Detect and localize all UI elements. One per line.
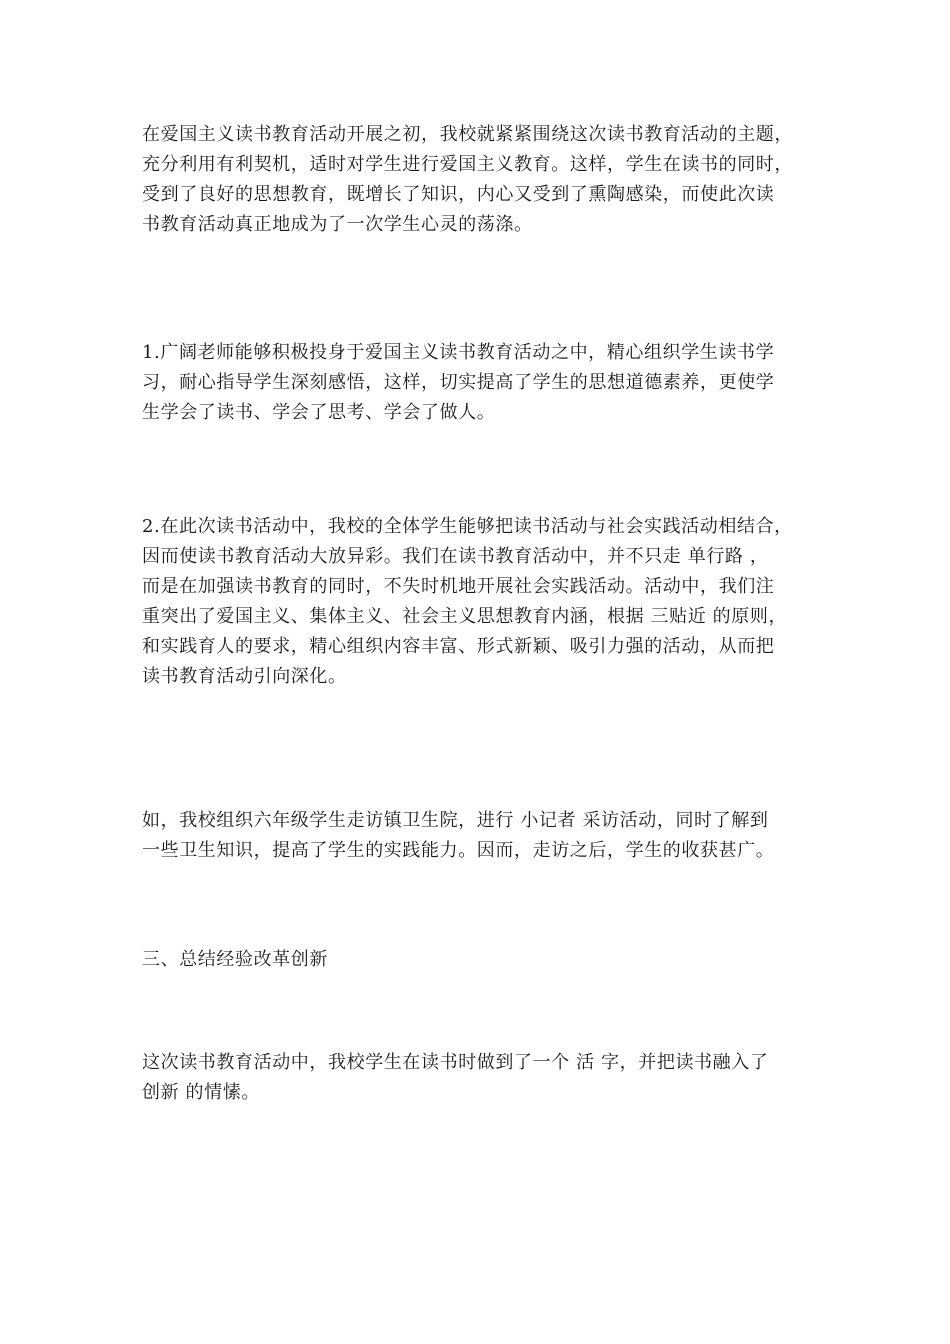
section-heading xyxy=(142,945,822,975)
text-line: 生学会了读书、学会了思考、学会了做人。 xyxy=(142,402,496,423)
paragraph-item-1 xyxy=(142,338,822,428)
text-line: 和实践育人的要求，精心组织内容丰富、形式新颖、吸引力强的活动，从而把 xyxy=(142,636,775,657)
text-line: 1.广阔老师能够积极投身于爱国主义读书教育活动之中，精心组织学生读书学 xyxy=(142,342,775,363)
text-line: 受到了良好的思想教育，既增长了知识，内心又受到了熏陶感染，而使此次读 xyxy=(142,184,775,205)
text-line: 充分利用有利契机，适时对学生进行爱国主义教育。这样，学生在读书的同时， xyxy=(142,154,793,175)
paragraph-item-2 xyxy=(142,512,822,692)
text-line: 2.在此次读书活动中，我校的全体学生能够把读书活动与社会实践活动相结合， xyxy=(142,516,793,537)
text-line: 而是在加强读书教育的同时，不失时机地开展社会实践活动。活动中，我们注 xyxy=(142,576,775,597)
text-line: 书教育活动真正地成为了一次学生心灵的荡涤。 xyxy=(142,214,533,235)
text-line: 习，耐心指导学生深刻感悟，这样，切实提高了学生的思想道德素养，更使学 xyxy=(142,372,775,393)
text-line: 在爱国主义读书教育活动开展之初，我校就紧紧围绕这次读书教育活动的主题， xyxy=(142,124,793,145)
text-line: 因而使读书教育活动大放异彩。我们在读书教育活动中，并不只走 单行路 ， xyxy=(142,546,769,567)
text-line: 如，我校组织六年级学生走访镇卫生院，进行 小记者 采访活动，同时了解到 xyxy=(142,810,769,831)
paragraph-summary xyxy=(142,1048,822,1108)
heading-line: 三、总结经验改革创新 xyxy=(142,949,328,970)
paragraph-example xyxy=(142,806,822,866)
text-line: 读书教育活动引向深化。 xyxy=(142,666,347,687)
text-line: 一些卫生知识，提高了学生的实践能力。因而，走访之后，学生的收获甚广。 xyxy=(142,840,775,861)
text-line: 重突出了爱国主义、集体主义、社会主义思想教育内涵，根据 三贴近 的原则， xyxy=(142,606,788,627)
paragraph-intro xyxy=(142,120,822,240)
text-line: 创新 的情愫。 xyxy=(142,1082,260,1103)
text-line: 这次读书教育活动中，我校学生在读书时做到了一个 活 字，并把读书融入了 xyxy=(142,1052,769,1073)
